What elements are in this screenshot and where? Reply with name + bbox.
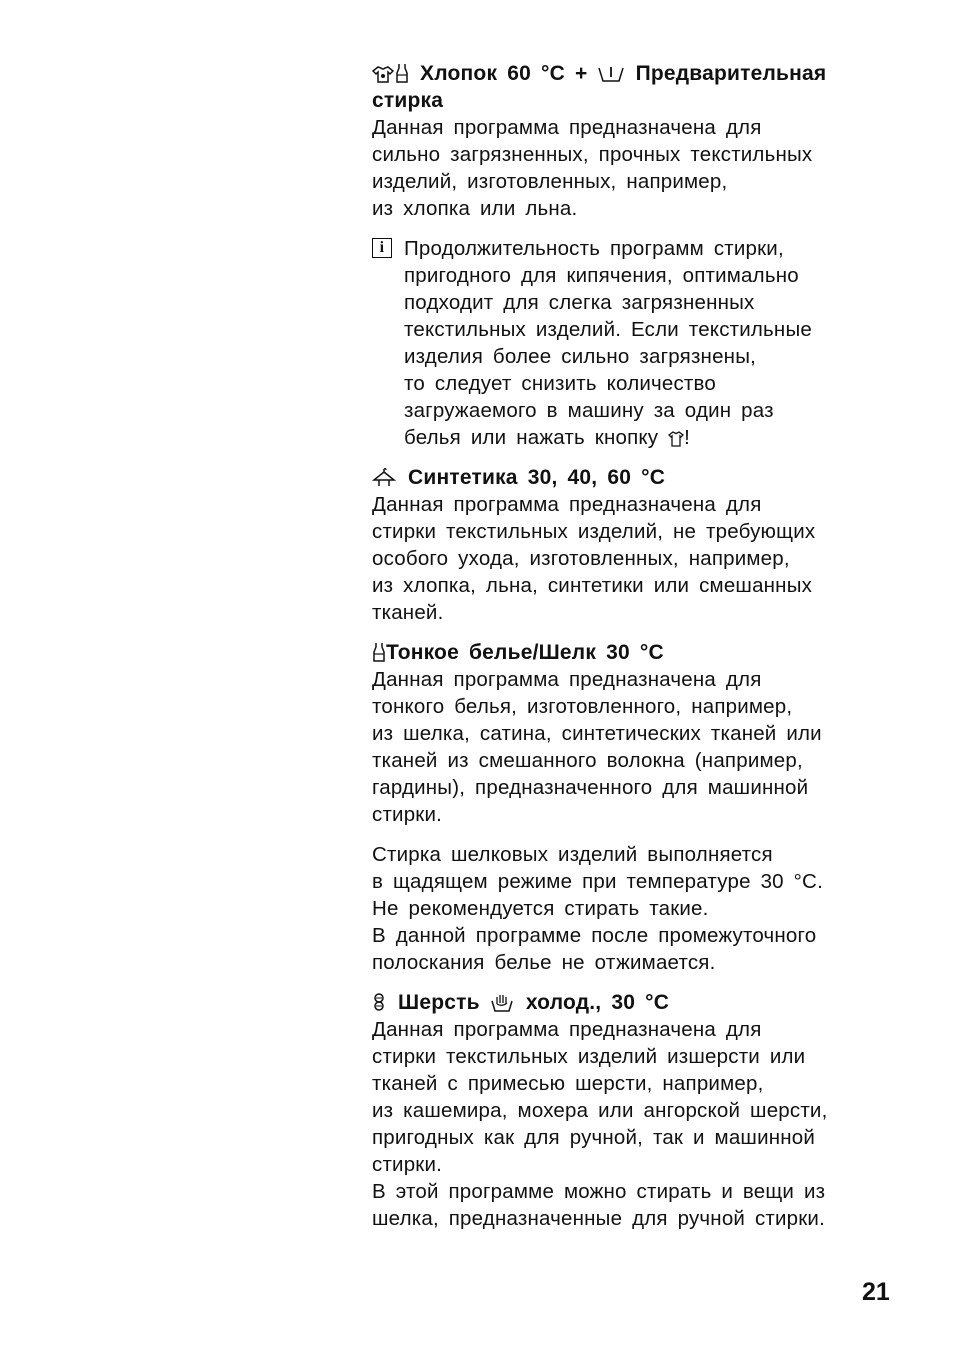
section-cotton xyxy=(372,60,902,222)
section-synthetics xyxy=(372,464,902,626)
button-shirt-icon xyxy=(668,431,684,447)
wool-icon xyxy=(372,992,386,1012)
section-cotton-body: Данная программа предназначена для сильно загрязненных, прочных текстильных изделий, изготовленных, например, из хлопка или льна. xyxy=(372,116,813,220)
section-cotton-title: Хлопок 60 °C + Предварительная стирка xyxy=(372,62,827,112)
info-icon: i xyxy=(372,238,392,258)
section-wool-body: Данная программа предназначена для стирки текстильных изделий изшерсти или тканей с примесью шерсти, например, из кашемира, мохера или ангорской шерсти, пригодных как для ручной, так и машинной стирки. В этой программе можно стирать и вещи из шелка, предназначенные для ручной стирки. xyxy=(372,1018,828,1230)
synthetics-icon xyxy=(372,467,396,487)
section-delicates-note: Стирка шелковых изделий выполняется в щадящем режиме при температуре 30 °C. Не рекомендуется стирать такие. В данной программе после промежуточного полоскания белье не отжимается. xyxy=(372,843,823,974)
section-synthetics-title: Синтетика 30, 40, 60 °C xyxy=(372,464,902,491)
section-delicates-body: Данная программа предназначена для тонкого белья, изготовленного, например, из шелка, сатина, синтетических тканей или тканей из смешанного волокна (например, гардины), предназначенного для машинной стирки. xyxy=(372,668,822,826)
page-number: 21 xyxy=(862,1278,890,1306)
info-note: i Продолжительность программ стирки, пригодного для кипячения, оптимально подходит для слегка загрязненных текстильных изделий. Если текстильные изделия более сильно загрязнены, то следует снизить количество загружаемого в машину за один раз белья или нажать кнопку ! xyxy=(372,235,902,451)
delicate-dress-icon xyxy=(396,63,408,83)
section-delicates-title: Тонкое белье/Шелк 30 °C xyxy=(372,639,902,666)
section-wool-title: Шерсть холод., 30 °C xyxy=(372,989,902,1016)
section-synthetics-body: Данная программа предназначена для стирки текстильных изделий, не требующих особого ухода, изготовленных, например, из хлопка, льна, синтетики или смешанных тканей. xyxy=(372,493,816,624)
prewash-tub-icon xyxy=(598,65,624,83)
page-content xyxy=(372,60,902,1232)
section-delicates xyxy=(372,639,902,976)
cotton-shirt-icon xyxy=(372,65,394,83)
delicate-dress-icon xyxy=(372,642,386,662)
handwash-icon xyxy=(490,992,514,1012)
section-wool xyxy=(372,989,902,1232)
